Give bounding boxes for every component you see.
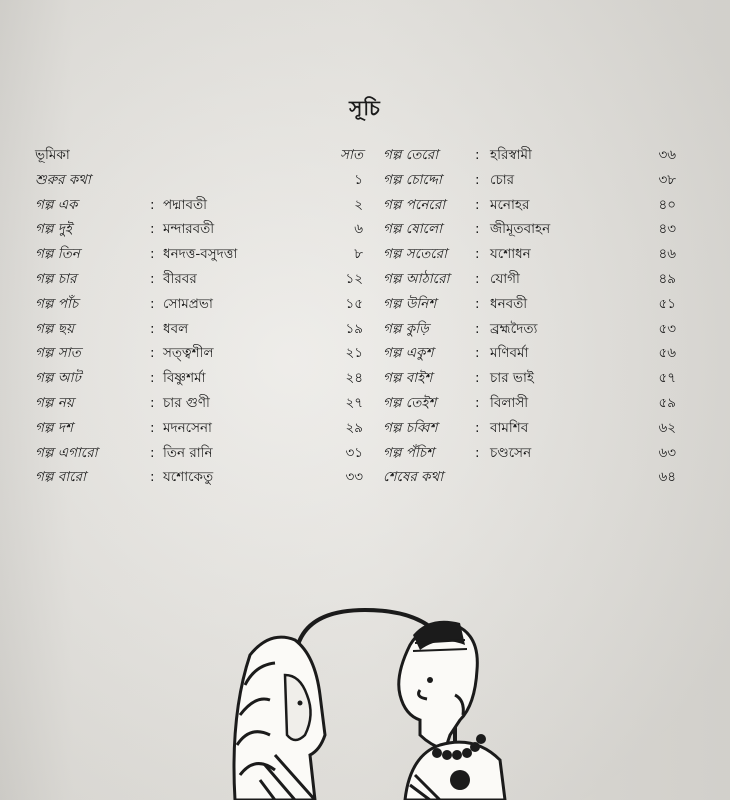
toc-story-name: চার গুণী: [163, 395, 210, 411]
toc-story-name: ধনবতী: [490, 295, 528, 312]
toc-page-number: ২: [354, 196, 363, 213]
toc-story-name: মণিবর্মা: [490, 345, 529, 362]
toc-chapter-label: গল্প সতেরো: [383, 246, 448, 263]
toc-chapter-label: গল্প পাঁচ: [35, 295, 79, 312]
toc-separator: :: [475, 271, 480, 287]
toc-page-number: ২৭: [345, 395, 363, 411]
toc-page-number: ৫৭: [658, 370, 676, 387]
toc-chapter-label: গল্প আট: [35, 370, 81, 387]
toc-page-number: ৪৯: [658, 271, 676, 287]
toc-row: [35, 366, 363, 390]
toc-story-name: মনোহর: [490, 196, 530, 213]
toc-row: [35, 465, 363, 489]
toc-page-number: ২৯: [345, 419, 363, 436]
toc-chapter-label: গল্প বাইশ: [383, 370, 433, 387]
toc-separator: :: [150, 221, 155, 238]
toc-page-number: ৬২: [658, 419, 676, 436]
toc-separator: :: [150, 395, 155, 411]
toc-row: [383, 416, 676, 440]
toc-chapter-label: গল্প তেইশ: [383, 395, 437, 411]
toc-page-number: ৩১: [345, 444, 363, 461]
toc-row: [35, 317, 363, 341]
toc-separator: :: [475, 171, 480, 188]
toc-page-number: ৬: [354, 221, 363, 238]
toc-row: [35, 217, 363, 241]
toc-separator: :: [150, 196, 155, 213]
toc-page-number: ২১: [345, 345, 363, 362]
toc-story-name: বিলাসী: [490, 395, 529, 411]
toc-row: [35, 441, 363, 465]
toc-chapter-label: শেষের কথা: [383, 469, 444, 486]
toc-story-name: চণ্ডসেন: [490, 444, 532, 461]
toc-chapter-label: গল্প দুই: [35, 221, 72, 238]
toc-row: [383, 143, 676, 167]
toc-chapter-label: গল্প আঠারো: [383, 271, 450, 287]
toc-separator: :: [475, 295, 480, 312]
toc-page-number: ৪০: [658, 196, 676, 213]
toc-story-name: মদনসেনা: [163, 419, 212, 436]
toc-story-name: সত্ত্বশীল: [163, 345, 214, 362]
toc-chapter-label: গল্প উনিশ: [383, 295, 437, 312]
toc-chapter-label: গল্প সাত: [35, 345, 81, 362]
toc-chapter-label: গল্প বারো: [35, 469, 86, 486]
toc-separator: :: [150, 419, 155, 436]
toc-chapter-label: গল্প এক: [35, 196, 78, 213]
toc-story-name: তিন রানি: [163, 444, 213, 461]
toc-separator: :: [475, 147, 480, 163]
toc-chapter-label: গল্প তিন: [35, 246, 80, 263]
toc-page-number: ১: [354, 171, 363, 188]
toc-story-name: যশোধন: [490, 246, 531, 263]
toc-separator: :: [150, 469, 155, 486]
toc-story-name: ধনদত্ত-বসুদত্তা: [163, 246, 238, 263]
illustration-couple: [215, 585, 515, 800]
toc-story-name: যোগী: [490, 271, 520, 287]
toc-separator: :: [475, 444, 480, 461]
toc-chapter-label: গল্প পনেরো: [383, 196, 446, 213]
toc-chapter-label: গল্প কুড়ি: [383, 320, 429, 337]
toc-row: [35, 292, 363, 316]
toc-separator: :: [150, 271, 155, 287]
toc-chapter-label: গল্প এগারো: [35, 444, 98, 461]
toc-separator: :: [475, 395, 480, 411]
toc-chapter-label: গল্প ছয়: [35, 320, 74, 337]
toc-row: [35, 193, 363, 217]
toc-page-number: ১৫: [345, 295, 363, 312]
toc-page-number: ২৪: [345, 370, 363, 387]
toc-separator: :: [150, 320, 155, 337]
toc-page-number: ৪৩: [658, 221, 676, 238]
toc-chapter-label: গল্প দশ: [35, 419, 73, 436]
toc-story-name: বিষ্ণুশর্মা: [163, 370, 206, 387]
toc-page-number: ৩৬: [658, 147, 676, 163]
toc-separator: :: [150, 295, 155, 312]
toc-row: [383, 292, 676, 316]
toc-row: [35, 168, 363, 192]
toc-row: [35, 391, 363, 415]
toc-story-name: বামশিব: [490, 419, 529, 436]
toc-chapter-label: শুরুর কথা: [35, 171, 91, 188]
toc-row: [383, 366, 676, 390]
toc-page-number: ৬৩: [658, 444, 676, 461]
toc-chapter-label: গল্প চব্বিশ: [383, 419, 438, 436]
toc-story-name: চোর: [490, 171, 515, 188]
toc-page-number: ৪৬: [658, 246, 676, 263]
toc-chapter-label: গল্প নয়: [35, 395, 74, 411]
toc-separator: :: [475, 196, 480, 213]
toc-row: [383, 217, 676, 241]
toc-story-name: হরিস্বামী: [490, 147, 532, 163]
toc-row: [35, 143, 363, 167]
toc-separator: :: [475, 246, 480, 263]
toc-chapter-label: গল্প ষোলো: [383, 221, 443, 238]
toc-row: [383, 317, 676, 341]
toc-row: [383, 242, 676, 266]
toc-story-name: মন্দারবতী: [163, 221, 215, 238]
toc-page-number: সাত: [340, 147, 363, 163]
toc-row: [35, 242, 363, 266]
toc-chapter-label: গল্প একুশ: [383, 345, 434, 362]
toc-chapter-label: গল্প চার: [35, 271, 77, 287]
toc-chapter-label: ভূমিকা: [35, 147, 70, 163]
toc-separator: :: [475, 221, 480, 238]
toc-separator: :: [475, 345, 480, 362]
toc-row: [383, 441, 676, 465]
toc-separator: :: [150, 246, 155, 263]
toc-page-number: ৬৪: [658, 469, 676, 486]
toc-chapter-label: গল্প চোদ্দো: [383, 171, 442, 188]
toc-separator: :: [475, 320, 480, 337]
toc-page-number: ৮: [354, 246, 363, 263]
toc-row: [383, 391, 676, 415]
toc-page-number: ৫১: [658, 295, 676, 312]
toc-row: [383, 168, 676, 192]
toc-story-name: ধবল: [163, 320, 189, 337]
toc-chapter-label: গল্প তেরো: [383, 147, 439, 163]
toc-row: [35, 267, 363, 291]
toc-separator: :: [150, 345, 155, 362]
toc-row: [383, 465, 676, 489]
toc-page-number: ১২: [345, 271, 363, 287]
toc-story-name: চার ভাই: [490, 370, 534, 387]
toc-page-number: ৩৩: [345, 469, 363, 486]
toc-row: [383, 267, 676, 291]
toc-row: [35, 341, 363, 365]
toc-row: [383, 193, 676, 217]
toc-page-number: ৫৩: [658, 320, 676, 337]
toc-row: [35, 416, 363, 440]
toc-separator: :: [475, 419, 480, 436]
toc-page-number: ৫৯: [658, 395, 676, 411]
toc-page-number: ১৯: [345, 320, 363, 337]
toc-page-number: ৩৮: [658, 171, 676, 188]
toc-story-name: সোমপ্রভা: [163, 295, 213, 312]
toc-story-name: যশোকেতু: [163, 469, 214, 486]
toc-separator: :: [475, 370, 480, 387]
page-title: সূচি: [349, 96, 381, 120]
toc-story-name: পদ্মাবতী: [163, 196, 207, 213]
toc-page-number: ৫৬: [658, 345, 676, 362]
toc-story-name: বীরবর: [163, 271, 197, 287]
toc-chapter-label: গল্প পঁচিশ: [383, 444, 435, 461]
toc-separator: :: [150, 370, 155, 387]
toc-story-name: ব্রহ্মদৈত্য: [490, 320, 538, 337]
toc-separator: :: [150, 444, 155, 461]
toc-row: [383, 341, 676, 365]
toc-story-name: জীমূতবাহন: [490, 221, 551, 238]
